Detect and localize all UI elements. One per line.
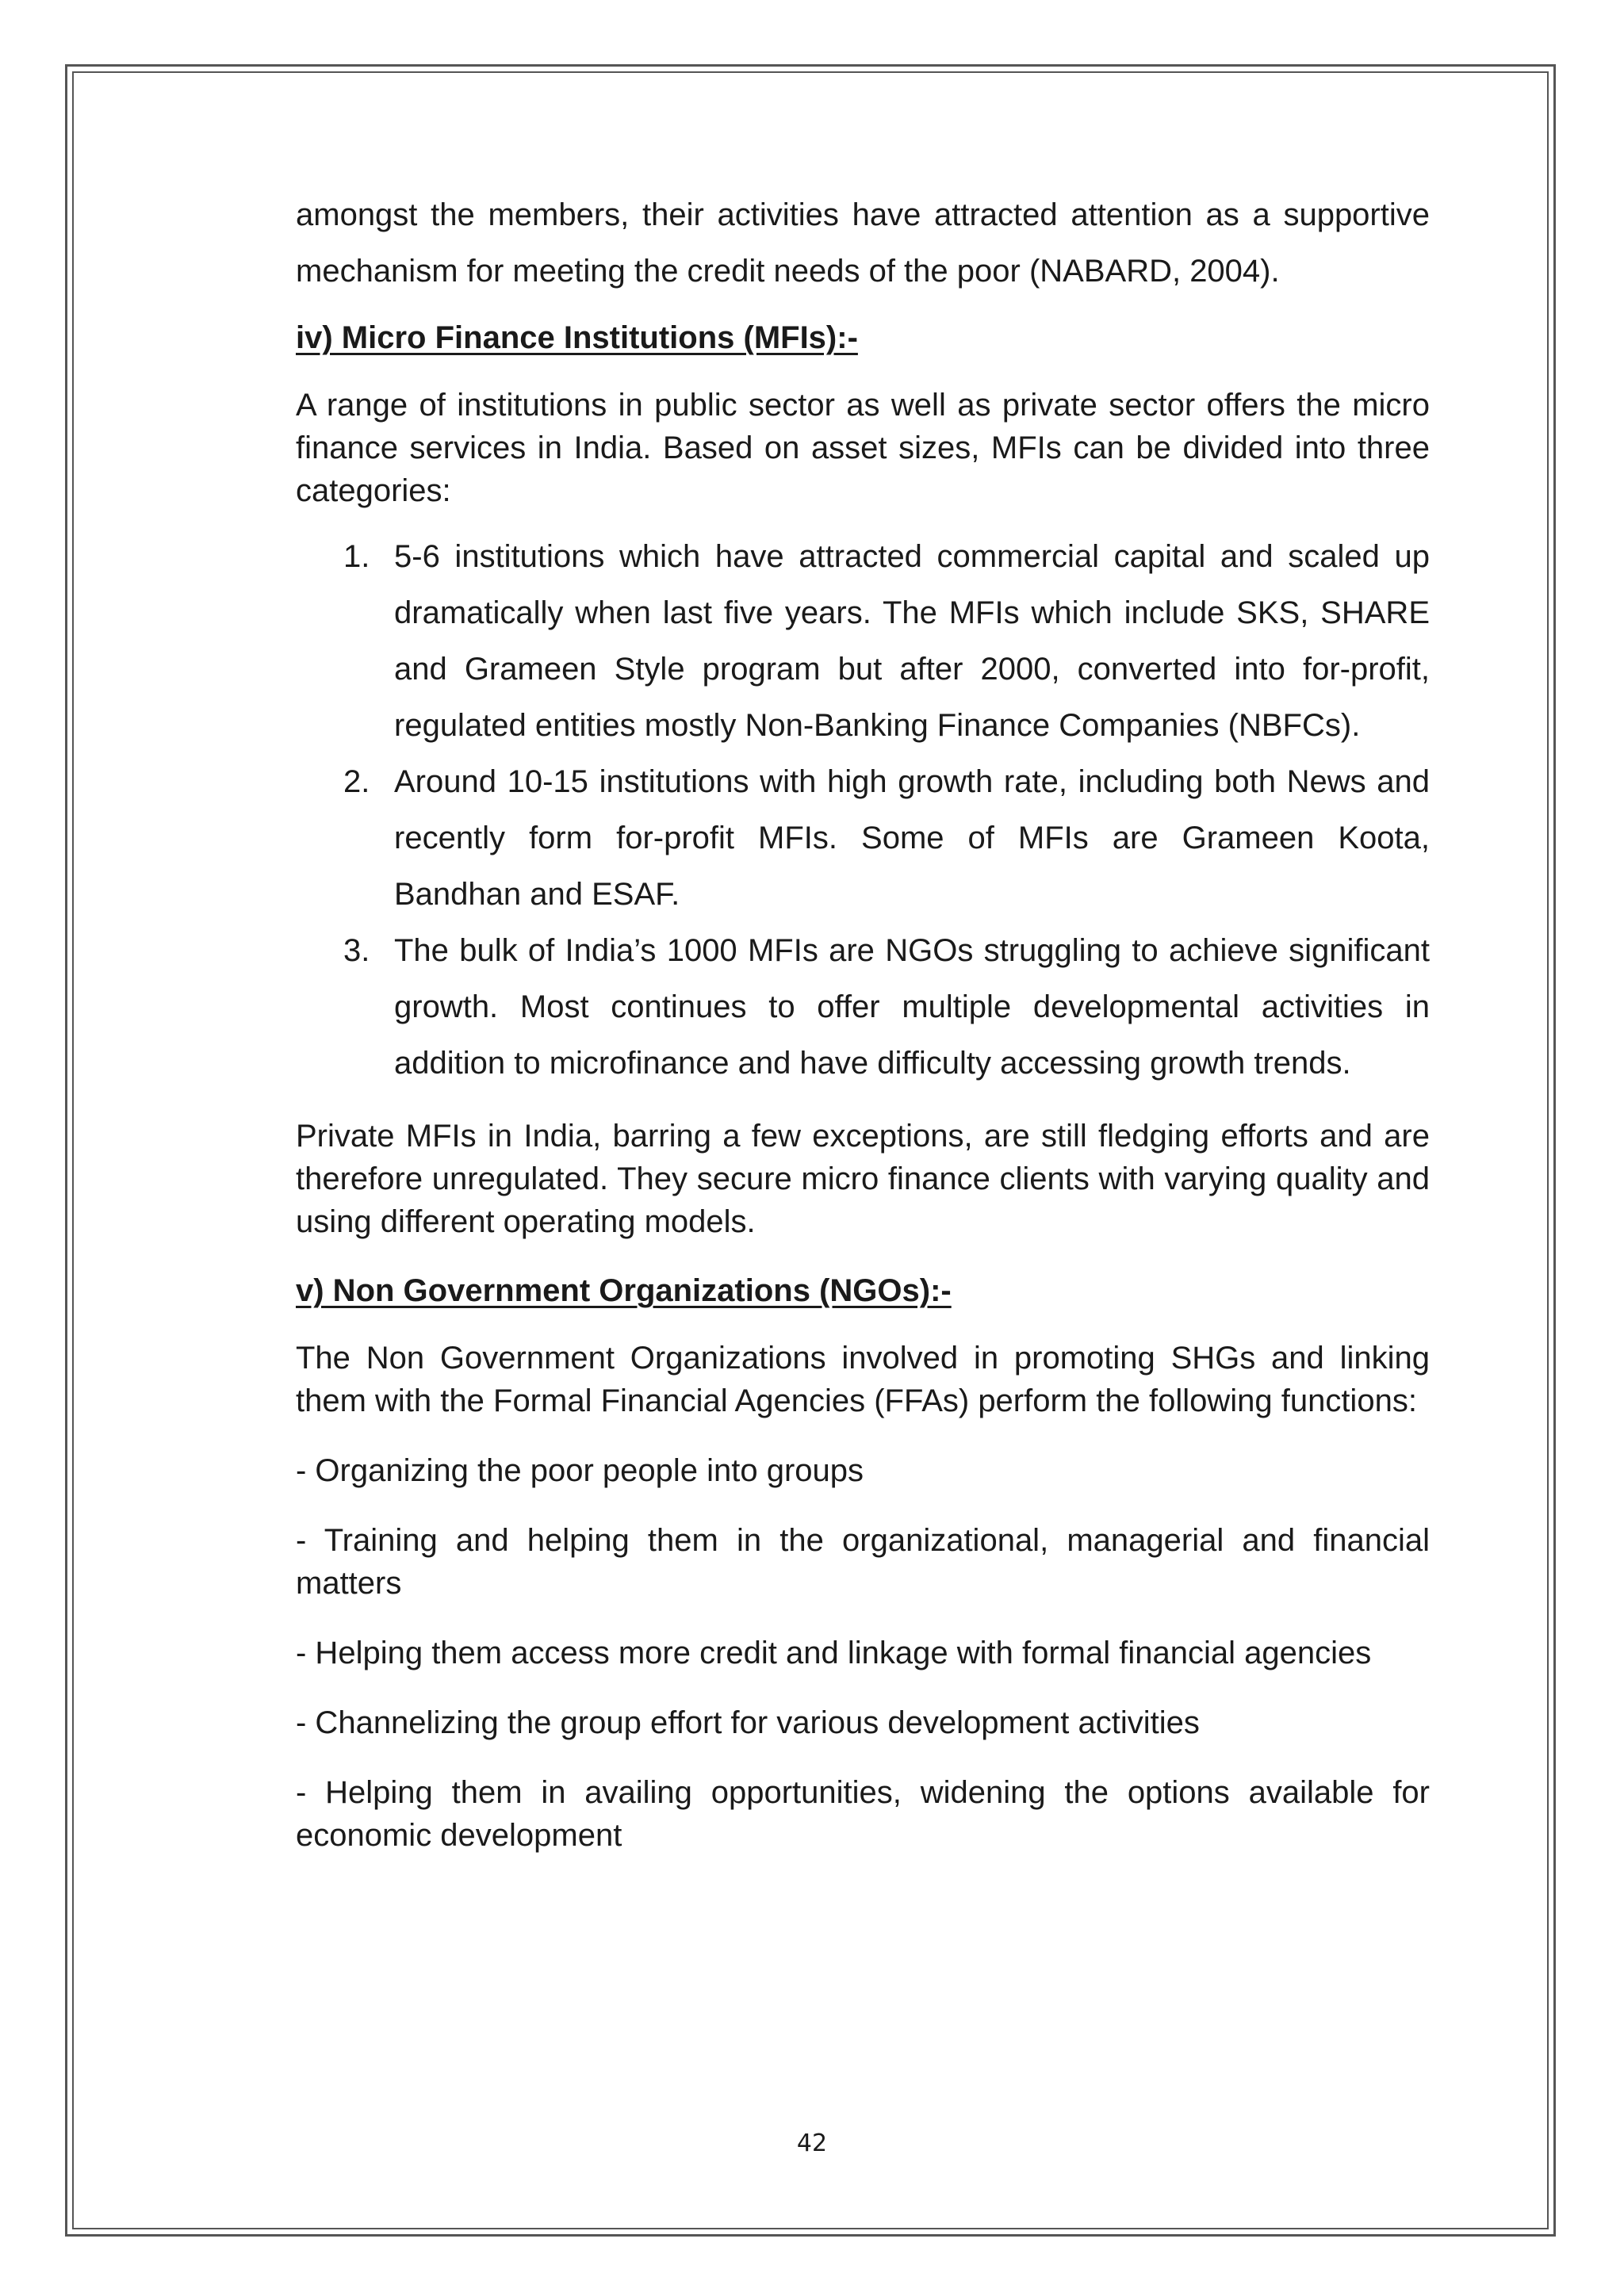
list-item-number: 2. bbox=[343, 764, 370, 799]
ngo-function-item: - Helping them in availing opportunities, widening the options available for economic development bbox=[296, 1775, 1430, 1853]
page-number: 42 bbox=[796, 2130, 828, 2157]
mfi-category-list bbox=[296, 529, 1430, 1092]
list-item bbox=[296, 529, 1430, 754]
ngo-function-item: - Training and helping them in the organizational, managerial and financial matters bbox=[296, 1523, 1430, 1601]
ngo-function-item: - Helping them access more credit and linkage with formal financial agencies bbox=[296, 1636, 1372, 1670]
section-iv-closing: Private MFIs in India, barring a few exceptions, are still fledging efforts and are therefore unregulated. They secure micro finance clients with varying quality and using different operating models. bbox=[296, 1119, 1430, 1239]
list-item-text: 5-6 institutions which have attracted commercial capital and scaled up dramatically when last five years. The MFIs which include SKS, SHARE and Grameen Style program but after 2000, converted into for-profit, regulated entities mostly Non-Banking Finance Companies (NBFCs). bbox=[394, 539, 1430, 743]
section-iv-heading: iv) Micro Finance Institutions (MFIs):- bbox=[296, 320, 858, 355]
intro-paragraph: amongst the members, their activities have attracted attention as a supportive mechanism for meeting the credit needs of the poor (NABARD, 2004). bbox=[296, 197, 1430, 289]
list-item-text: The bulk of India’s 1000 MFIs are NGOs struggling to achieve significant growth. Most continues to offer multiple developmental activities in addition to microfinance and have difficulty accessing growth trends. bbox=[394, 933, 1430, 1081]
section-iv-paragraph: A range of institutions in public sector as well as private sector offers the micro finance services in India. Based on asset sizes, MFIs can be divided into three categories: bbox=[296, 388, 1430, 508]
section-v-paragraph: The Non Government Organizations involved in promoting SHGs and linking them with the Formal Financial Agencies (FFAs) perform the following functions: bbox=[296, 1341, 1430, 1418]
ngo-function-item: - Channelizing the group effort for various development activities bbox=[296, 1705, 1200, 1740]
list-item bbox=[296, 923, 1430, 1092]
section-v-heading: v) Non Government Organizations (NGOs):- bbox=[296, 1273, 952, 1308]
list-item-number: 3. bbox=[343, 933, 370, 968]
ngo-function-item: - Organizing the poor people into groups bbox=[296, 1453, 864, 1488]
list-item-number: 1. bbox=[343, 539, 370, 574]
page-content bbox=[296, 187, 1430, 1857]
list-item-text: Around 10-15 institutions with high growth rate, including both News and recently form for-profit MFIs. Some of MFIs are Grameen Koota, Bandhan and ESAF. bbox=[394, 764, 1430, 912]
list-item bbox=[296, 754, 1430, 923]
